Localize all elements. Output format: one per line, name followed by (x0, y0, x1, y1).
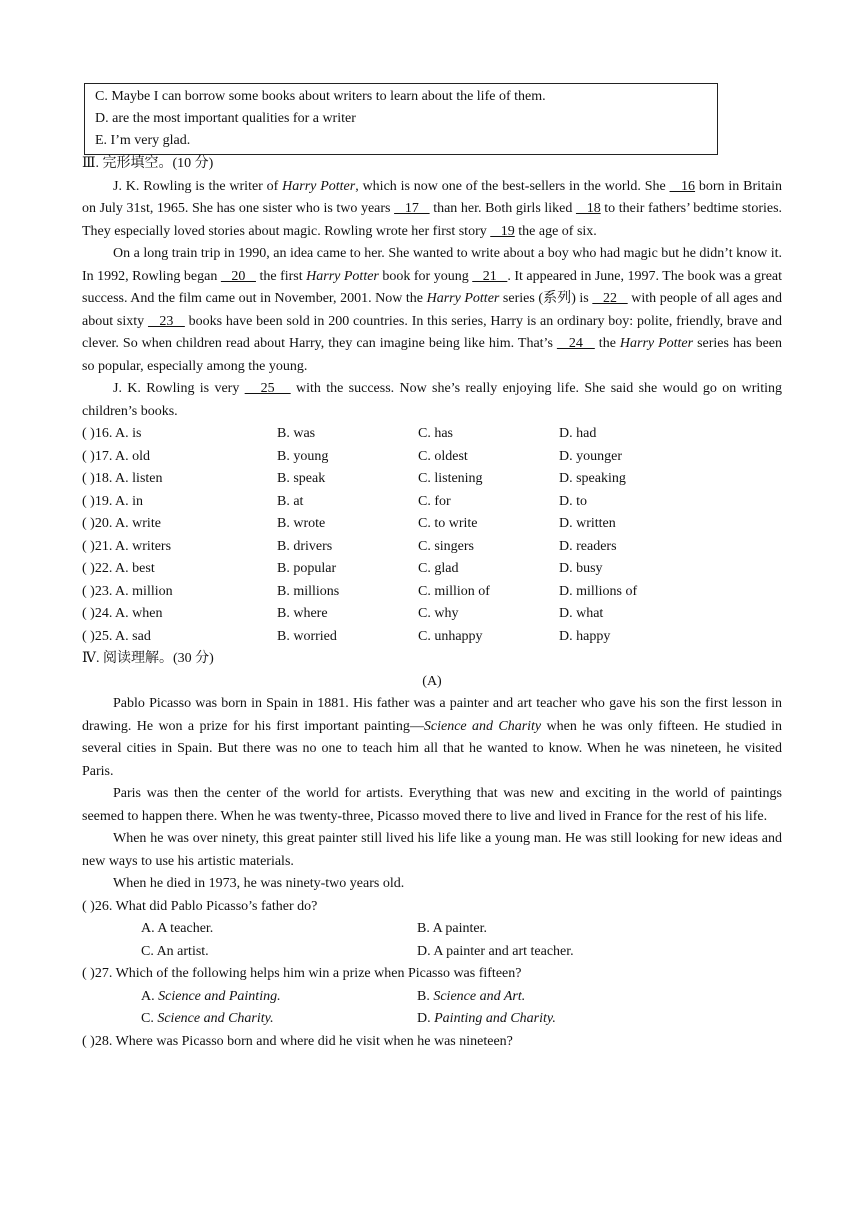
question-27-stem: ( )27. Which of the following helps him win a prize when Picasso was fifteen? (82, 966, 522, 981)
reading-paragraph-2: Paris was then the center of the world for artists. Everything that was new and exciting in the world of paintings seemed to happen there. When he was twenty-three, Picasso moved there to live and lived in France for the rest of his life. (82, 786, 782, 824)
question-row: ( )23. A. million B. millions C. million of D. millions of (82, 583, 638, 599)
blank-24[interactable]: 24 (556, 336, 595, 351)
section3-heading: Ⅲ. 完形填空。(10 分) (82, 156, 214, 171)
main-content (82, 153, 782, 1053)
blank-19[interactable]: 19 (490, 223, 515, 239)
box-option-d: D. are the most important qualities for a writer (95, 111, 356, 126)
reading-paragraph-1: Pablo Picasso was born in Spain in 1881. His father was a painter and art teacher who gave his son the first lesson in drawing. He won a prize for his first important painting—Science and Charity when he was only fifteen. He studied in several cities in Spain. But there was no one to teach him all that he wanted to know. When he was nineteen, he visited Paris. (82, 696, 782, 779)
options-box (84, 83, 718, 155)
cloze-paragraph-2: On a long train trip in 1990, an idea came to her. She wanted to write about a boy who had magic but he didn’t know it. In 1992, Rowling began 20 the first Harry Potter book for young 21 . It appeared in June, 1997. The book was a great success. And the film came out in November, 2001. Now the Harry Potter series (系列) is 22 with people of all ages and about sixty 23 books have been sold in 200 countries. In this series, Harry is an ordinary boy: polite, friendly, brave and clever. So when children read about Harry, they can imagine being like him. That’s 24 the Harry Potter series has been so popular, especially among the young. (82, 246, 783, 374)
question-row: ( )17. A. old B. young C. oldest D. younger (82, 448, 622, 464)
passage-label: (A) (422, 673, 442, 689)
blank-21[interactable]: 21 (472, 268, 508, 284)
question-row: ( )22. A. best B. popular C. glad D. busy (82, 561, 603, 576)
cloze-question-list (82, 423, 782, 648)
reading-paragraph-4: When he died in 1973, he was ninety-two years old. (113, 876, 405, 891)
question-row: ( )24. A. when B. where C. why D. what (82, 606, 604, 621)
question-row: ( )19. A. in B. at C. for D. to (82, 493, 587, 509)
question-row: ( )21. A. writers B. drivers C. singers D. readers (82, 538, 617, 554)
blank-16[interactable]: 16 (669, 178, 696, 194)
question-28-stem: ( )28. Where was Picasso born and where did he visit when he was nineteen? (82, 1033, 513, 1049)
question-row: ( )16. A. is B. was C. has D. had (82, 426, 597, 441)
blank-17[interactable]: 17 (394, 201, 430, 216)
blank-22[interactable]: 22 (592, 291, 628, 306)
blank-25[interactable]: 25 (244, 381, 291, 396)
box-option-e: E. I’m very glad. (95, 133, 191, 148)
cloze-paragraph-1: J. K. Rowling is the writer of Harry Potter, which is now one of the best-sellers in the world. She 16 born in Britain on July 31st, 1965. She has one sister who is two years 17 than her. Both girls liked 18 to their fathers’ bedtime stories. They especially loved stories about magic. Rowling wrote her first story 19 the age of six. (82, 178, 783, 239)
blank-18[interactable]: 18 (575, 201, 601, 216)
cloze-paragraph-3: J. K. Rowling is very 25 with the success. Now she’s really enjoying life. She said she would go on writing children’s books. (82, 381, 783, 419)
question-27-options-row-1: A. Science and Painting. B. Science and Art. (141, 988, 526, 1004)
question-26-options-row-1: A. A teacher. B. A painter. (141, 921, 487, 936)
question-row: ( )20. A. write B. wrote C. to write D. written (82, 516, 616, 531)
reading-paragraph-3: When he was over ninety, this great painter still lived his life like a young man. He was still looking for new ideas and new ways to use his artistic materials. (82, 831, 782, 869)
question-26-options-row-2: C. An artist. D. A painter and art teacher. (141, 943, 574, 959)
blank-23[interactable]: 23 (147, 313, 185, 329)
section4-heading: Ⅳ. 阅读理解。(30 分) (82, 651, 214, 666)
box-option-c: C. Maybe I can borrow some books about writers to learn about the life of them. (95, 89, 546, 104)
question-26-stem: ( )26. What did Pablo Picasso’s father do? (82, 898, 318, 914)
question-row: ( )18. A. listen B. speak C. listening D. speaking (82, 471, 626, 486)
question-row: ( )25. A. sad B. worried C. unhappy D. happy (82, 628, 611, 644)
question-27-options-row-2: C. Science and Charity. D. Painting and Charity. (141, 1011, 556, 1026)
blank-20[interactable]: 20 (220, 268, 256, 284)
